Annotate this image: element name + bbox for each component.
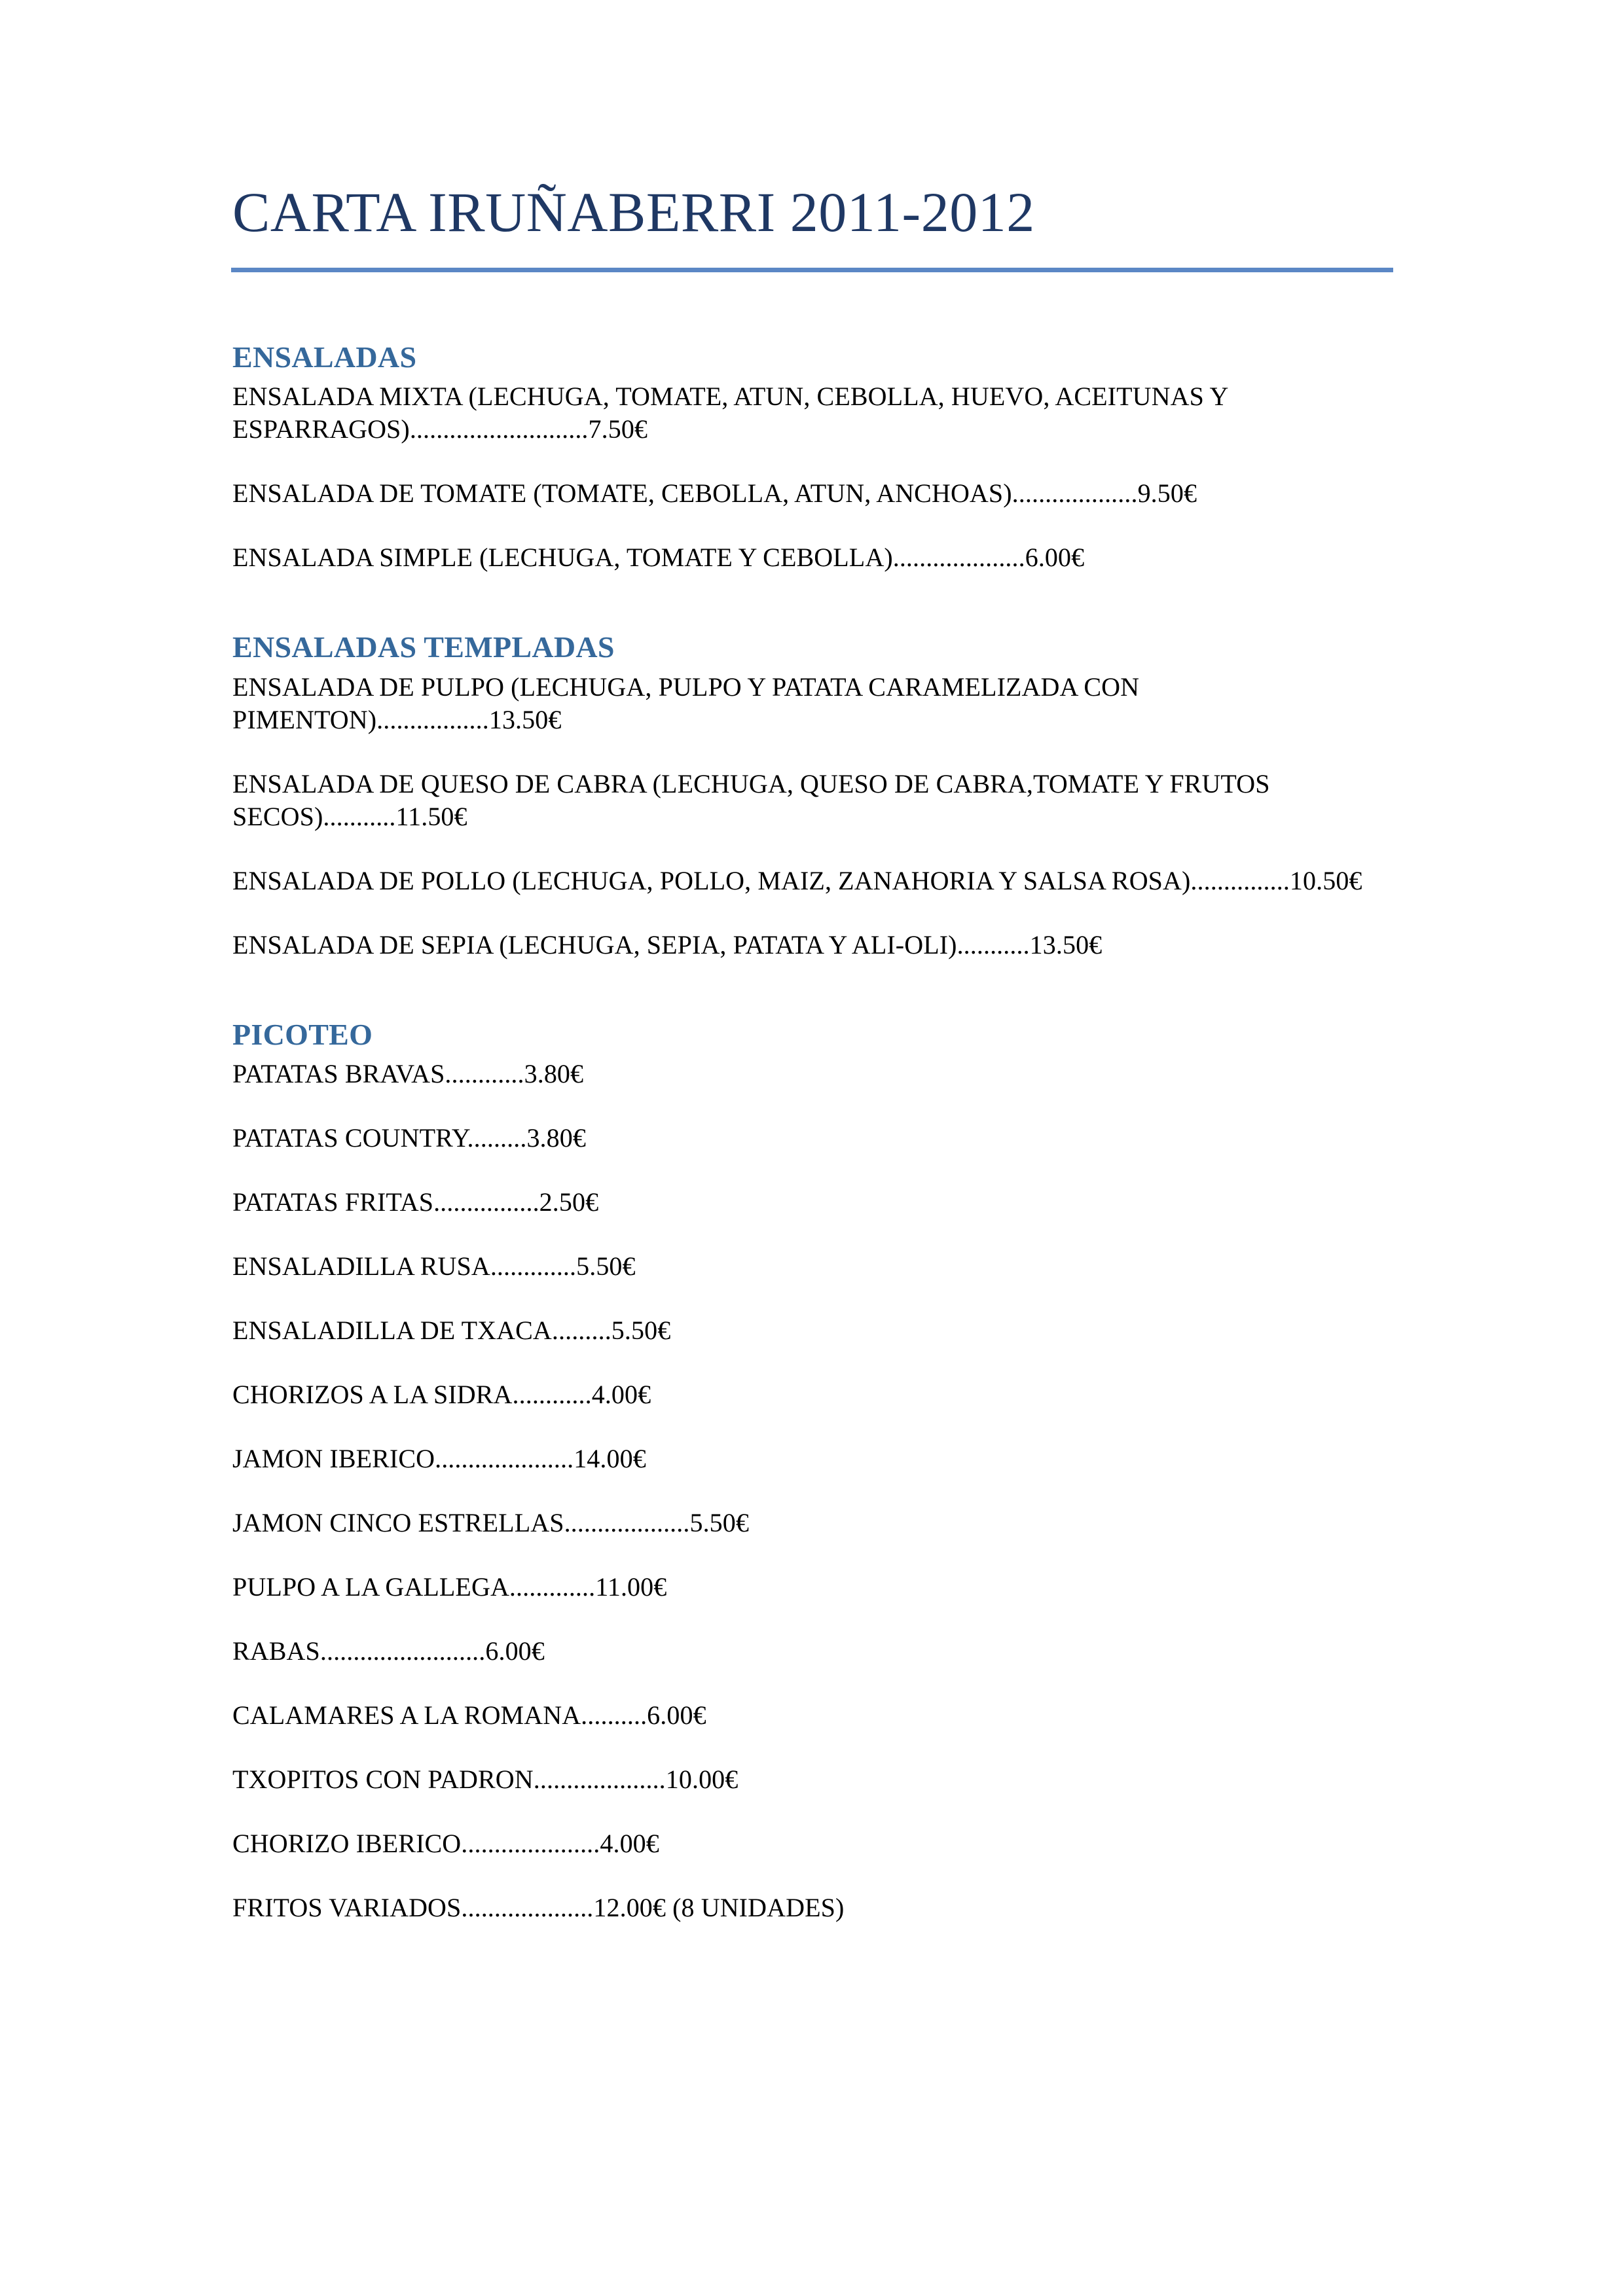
- menu-item: ENSALADA DE PULPO (LECHUGA, PULPO Y PATATA CARAMELIZADA CON PIMENTON).................13.50€: [232, 672, 1140, 734]
- menu-item: ENSALADA MIXTA (LECHUGA, TOMATE, ATUN, CEBOLLA, HUEVO, ACEITUNAS Y ESPARRAGOS)...........................7.50€: [232, 382, 1228, 444]
- menu-item: RABAS.........................6.00€: [232, 1636, 545, 1666]
- menu-item: FRITOS VARIADOS....................12.00€ (8 UNIDADES): [232, 1893, 845, 1923]
- menu-item: PATATAS BRAVAS............3.80€: [232, 1059, 584, 1089]
- menu-item: PATATAS FRITAS................2.50€: [232, 1187, 599, 1217]
- menu-item: TXOPITOS CON PADRON....................10.00€: [232, 1765, 739, 1795]
- page-content: [232, 0, 1398, 1924]
- menu-item: ENSALADA DE QUESO DE CABRA (LECHUGA, QUESO DE CABRA,TOMATE Y FRUTOS SECOS)...........11.50€: [232, 768, 1270, 831]
- menu-section: [232, 630, 1398, 961]
- menu-item: ENSALADILLA RUSA.............5.50€: [232, 1251, 636, 1282]
- menu-section: [232, 1018, 1398, 1925]
- menu-item: CALAMARES A LA ROMANA..........6.00€: [232, 1700, 706, 1731]
- menu-item: CHORIZOS A LA SIDRA............4.00€: [232, 1380, 651, 1410]
- menu-section: [232, 340, 1398, 575]
- menu-item: CHORIZO IBERICO.....................4.00€: [232, 1829, 659, 1859]
- section-heading: ENSALADAS TEMPLADAS: [232, 630, 615, 664]
- menu-item: ENSALADILLA DE TXACA.........5.50€: [232, 1316, 671, 1346]
- menu-item: ENSALADA DE POLLO (LECHUGA, POLLO, MAIZ, ZANAHORIA Y SALSA ROSA)...............10.50€: [232, 865, 1362, 895]
- menu-item: ENSALADA SIMPLE (LECHUGA, TOMATE Y CEBOLLA)....................6.00€: [232, 543, 1085, 573]
- section-heading: PICOTEO: [232, 1017, 373, 1051]
- section-heading: ENSALADAS: [232, 340, 417, 374]
- menu-item: ENSALADA DE SEPIA (LECHUGA, SEPIA, PATATA Y ALI-OLI)...........13.50€: [232, 929, 1103, 960]
- menu-sections: [232, 340, 1398, 1925]
- menu-item: JAMON CINCO ESTRELLAS...................5.50€: [232, 1508, 749, 1538]
- menu-item: PATATAS COUNTRY.........3.80€: [232, 1123, 586, 1153]
- menu-item: PULPO A LA GALLEGA.............11.00€: [232, 1572, 667, 1602]
- menu-item: JAMON IBERICO.....................14.00€: [232, 1444, 646, 1474]
- page-title: CARTA IRUÑABERRI 2011-2012: [232, 181, 1035, 243]
- menu-item: ENSALADA DE TOMATE (TOMATE, CEBOLLA, ATUN, ANCHOAS)...................9.50€: [232, 478, 1197, 509]
- title-divider: [231, 268, 1393, 272]
